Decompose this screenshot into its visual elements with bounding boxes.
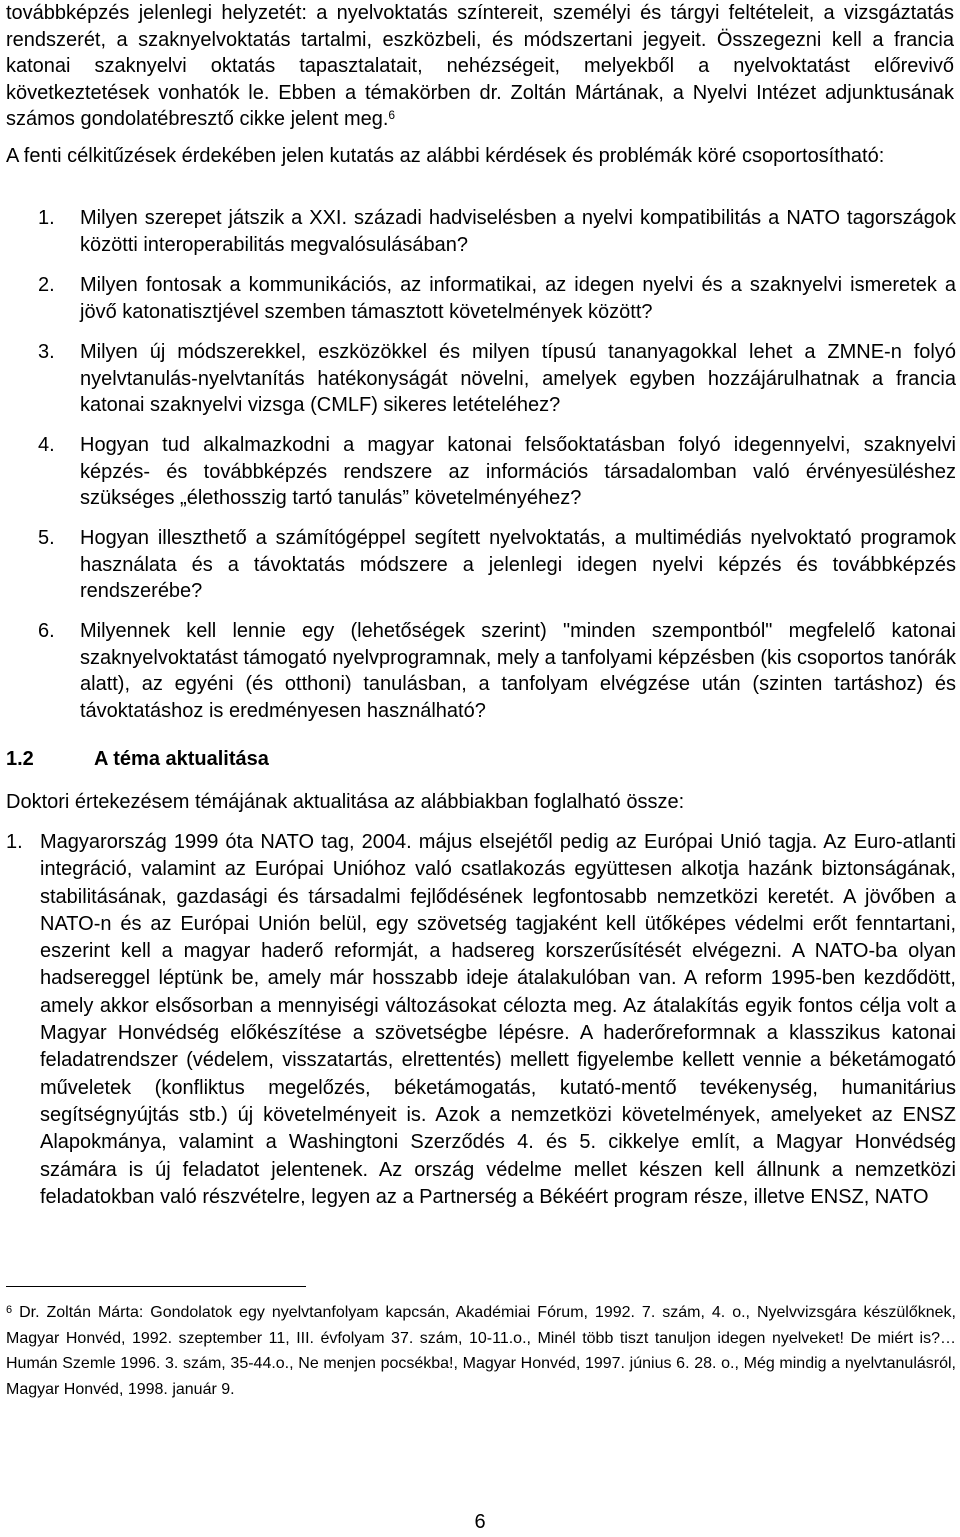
question-text: Milyen új módszerekkel, eszközökkel és milyen típusú tananyagokkal lehet a ZMNE-n folyó nyelvtanulás-nyelvtanítás hatékonyságát növelni, amelyek egyben hozzájárulhatnak a francia katonai szaknyelvi vizsga (CMLF) sikeres letételéhez? [80, 341, 956, 417]
question-number: 4. [38, 434, 55, 456]
question-text: Milyennek kell lennie egy (lehetőségek szerint) "minden szempontból" megfelelő katonai szaknyelvoktatást támogató nyelvprogramnak, mely a tanfolyami képzésben (kis csoportos tanórák alatt), az egyéni (és otthoni) tanulásban, a tanfolyam elvégzése után (szinten tartáshoz) és távoktatáshoz is eredményesen használható? [80, 620, 956, 722]
page-number: 6 [474, 1511, 486, 1533]
question-number: 3. [38, 341, 55, 363]
footnote [6, 1300, 956, 1402]
intro-paragraph [6, 0, 954, 133]
footnote-text: Dr. Zoltán Márta: Gondolatok egy nyelvtanfolyam kapcsán, Akadémiai Fórum, 1992. 7. szám, 4. o., Nyelvvizsgára készülőknek, Magyar Honvéd, 1992. szeptember 11, III. évfolyam 37. szám, 10-11.o., Minél több tiszt tanuljon idegen nyelveket! De miért is?… Humán Szemle 1996. 3. szám, 35-44.o., Ne menjen pocsékba!, Magyar Honvéd, 1997. június 6. 28. o., Még mindig a nyelvtanulásról, Magyar Honvéd, 1998. január 9. [6, 1304, 956, 1398]
question-number: 5. [38, 527, 55, 549]
intro-text: továbbképzés jelenlegi helyzetét: a nyelvoktatás színtereit, személyi és tárgyi feltételeit, a vizsgáztatás rendszerét, a szaknyelvoktatás tartalmi, eszközbeli, és módszertani jegyeit. Összegezni kell a francia katonai szaknyelvi oktatás tapasztalatait, nehézségeit, melyekből a nyelvoktatást előrevivő következtetések vonhatók le. Ebben a témakörben dr. Zoltán Mártának, a Nyelvi Intézet adjunktusának számos gondolatébresztő cikke jelent meg. [6, 2, 954, 131]
question-text: Hogyan tud alkalmazkodni a magyar katonai felsőoktatásban folyó idegennyelvi, szaknyelvi képzés- és továbbképzés rendszere az információs társadalomban való érvényesüléshez szükséges „élethosszig tartó tanulás” követelményéhez? [80, 434, 956, 510]
section-title: A téma aktualitása [94, 748, 269, 770]
question-number: 6. [38, 620, 55, 642]
question-number: 2. [38, 274, 55, 296]
footnote-separator [6, 1286, 306, 1287]
section-item-number: 1. [6, 831, 23, 853]
question-number: 1. [38, 207, 55, 229]
section-item-text: Magyarország 1999 óta NATO tag, 2004. május elsejétől pedig az Európai Unió tagja. Az Euro-atlanti integráció, valamint az Európai Unióhoz való csatlakozás együttesen alkotja hazánk biztonságának, stabilitásának, gazdasági és társadalmi fejlődésének legfontosabb nemzetközi keretét. A jövőben a NATO-n és az Európai Unión belül, egy szövetség tagjaként kell ütőképes védelmi erőt fenntartani, eszerint kell a magyar haderő reformját, a hadsereg korszerűsítését elvégezni. A NATO-ba olyan hadsereggel léptünk be, amely már hosszabb ideje átalakulóban van. A reform 1995-ben kezdődött, amely akkor elsősorban a mennyiségi változásokat célozta meg. Az átalakítás egyik fontos célja volt a Magyar Honvédség előkészítése a szövetségbe lépésre. A haderőreformnak a klasszikus katonai feladatrendszer (védelem, visszatartás, elrettentés) mellett figyelembe kellett vennie a béketámogató műveletek (konfliktus megelőzés, béketámogatás, kutató-mentő tevékenység, humanitárius segítségnyújtás stb.) új követelményeit is. Azok a nemzetközi követelmények, amelyeket az ENSZ Alapokmánya, valamint a Washingtoni Szerződés 4. és 5. cikkelye említ, a Magyar Honvédség számára is új feladatot jelentenek. Az ország védelme mellet készen kell állnunk a nemzetközi feladatokban való részvételre, legyen az a Partnerség a Békéért program része, illetve ENSZ, NATO [40, 831, 956, 1208]
section-number: 1.2 [6, 748, 34, 770]
section-intro: Doktori értekezésem témájának aktualitása az alábbiakban foglalható össze: [6, 791, 685, 813]
questions-intro-paragraph: A fenti célkitűzések érdekében jelen kutatás az alábbi kérdések és problémák köré csoportosítható: [6, 145, 885, 167]
footnote-ref: 6 [388, 108, 396, 123]
question-text: Hogyan illeszthető a számítógéppel segített nyelvoktatás, a multimédiás nyelvoktató programok használata és a távoktatás módszere a jelenlegi idegen nyelvi képzés és továbbképzés rendszerébe? [80, 527, 956, 603]
question-text: Milyen fontosak a kommunikációs, az informatikai, az idegen nyelvi és a szaknyelvi ismeretek a jövő katonatisztjével szemben támasztott követelmények között? [80, 274, 956, 323]
question-text: Milyen szerepet játszik a XXI. századi hadviselésben a nyelvi kompatibilitás a NATO tagországok közötti interoperabilitás megvalósulásában? [80, 207, 956, 256]
footnote-number: 6 [6, 1304, 13, 1316]
